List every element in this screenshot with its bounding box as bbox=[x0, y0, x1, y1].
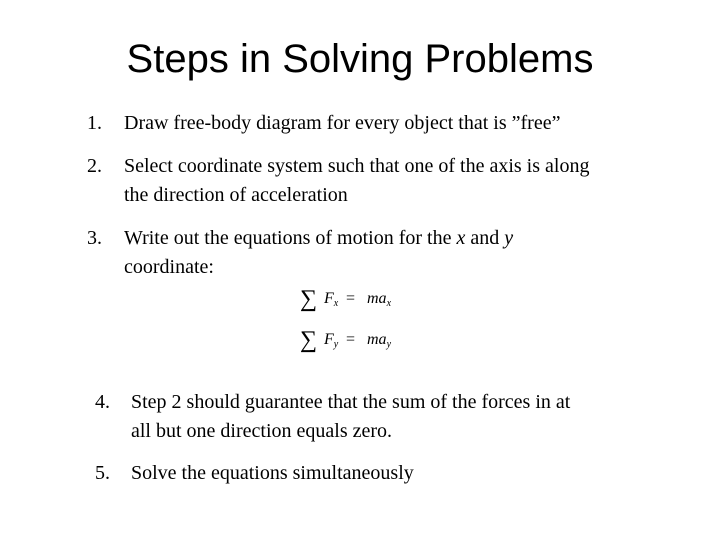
step-4 bbox=[95, 389, 695, 445]
subscript-y: y bbox=[333, 339, 339, 350]
equation-fy-lhs bbox=[324, 331, 338, 354]
step-5-number: 5. bbox=[95, 462, 110, 484]
step-2-text-line-1: Select coordinate system such that one of the axis is along bbox=[124, 155, 590, 177]
force-symbol: F bbox=[324, 290, 334, 307]
step-1-number: 1. bbox=[87, 112, 102, 134]
step-3-text-pre: Write out the equations of motion for the bbox=[124, 227, 457, 249]
sigma-symbol: ∑ bbox=[300, 286, 318, 312]
equation-fx-lhs bbox=[324, 290, 338, 313]
slide-title: Steps in Solving Problems bbox=[126, 37, 594, 81]
mass-acceleration: ma bbox=[367, 290, 387, 307]
step-5-text: Solve the equations simultaneously bbox=[131, 462, 414, 484]
equals-sign: = bbox=[346, 290, 356, 307]
step-3 bbox=[87, 225, 687, 281]
step-4-number: 4. bbox=[95, 391, 110, 413]
force-symbol: F bbox=[324, 331, 334, 348]
equation-fx bbox=[300, 287, 410, 313]
step-3-text-line-1 bbox=[124, 225, 513, 251]
step-2-number: 2. bbox=[87, 155, 102, 177]
equation-fy bbox=[300, 328, 410, 354]
step-1-text: Draw free-body diagram for every object that is ”free” bbox=[124, 112, 561, 134]
mass-acceleration: ma bbox=[367, 331, 387, 348]
subscript-x: x bbox=[386, 298, 392, 309]
step-3-var-x: x bbox=[456, 227, 466, 249]
step-4-text-line-1: Step 2 should guarantee that the sum of the forces in at bbox=[131, 391, 571, 413]
sigma-symbol: ∑ bbox=[300, 327, 318, 353]
step-1 bbox=[87, 110, 687, 136]
step-3-number: 3. bbox=[87, 227, 102, 249]
subscript-y: y bbox=[386, 339, 392, 350]
subscript-x: x bbox=[333, 298, 339, 309]
step-2-text-line-2: the direction of acceleration bbox=[124, 184, 348, 206]
step-3-var-y: y bbox=[504, 227, 514, 249]
step-2 bbox=[87, 153, 687, 209]
step-3-text-mid: and bbox=[465, 227, 505, 249]
equation-fx-rhs bbox=[367, 290, 391, 313]
equals-sign: = bbox=[346, 331, 356, 348]
step-3-text-line-2: coordinate: bbox=[124, 256, 214, 278]
equation-fy-rhs bbox=[367, 331, 391, 354]
step-4-text-line-2: all but one direction equals zero. bbox=[131, 420, 393, 442]
step-5 bbox=[95, 460, 695, 486]
